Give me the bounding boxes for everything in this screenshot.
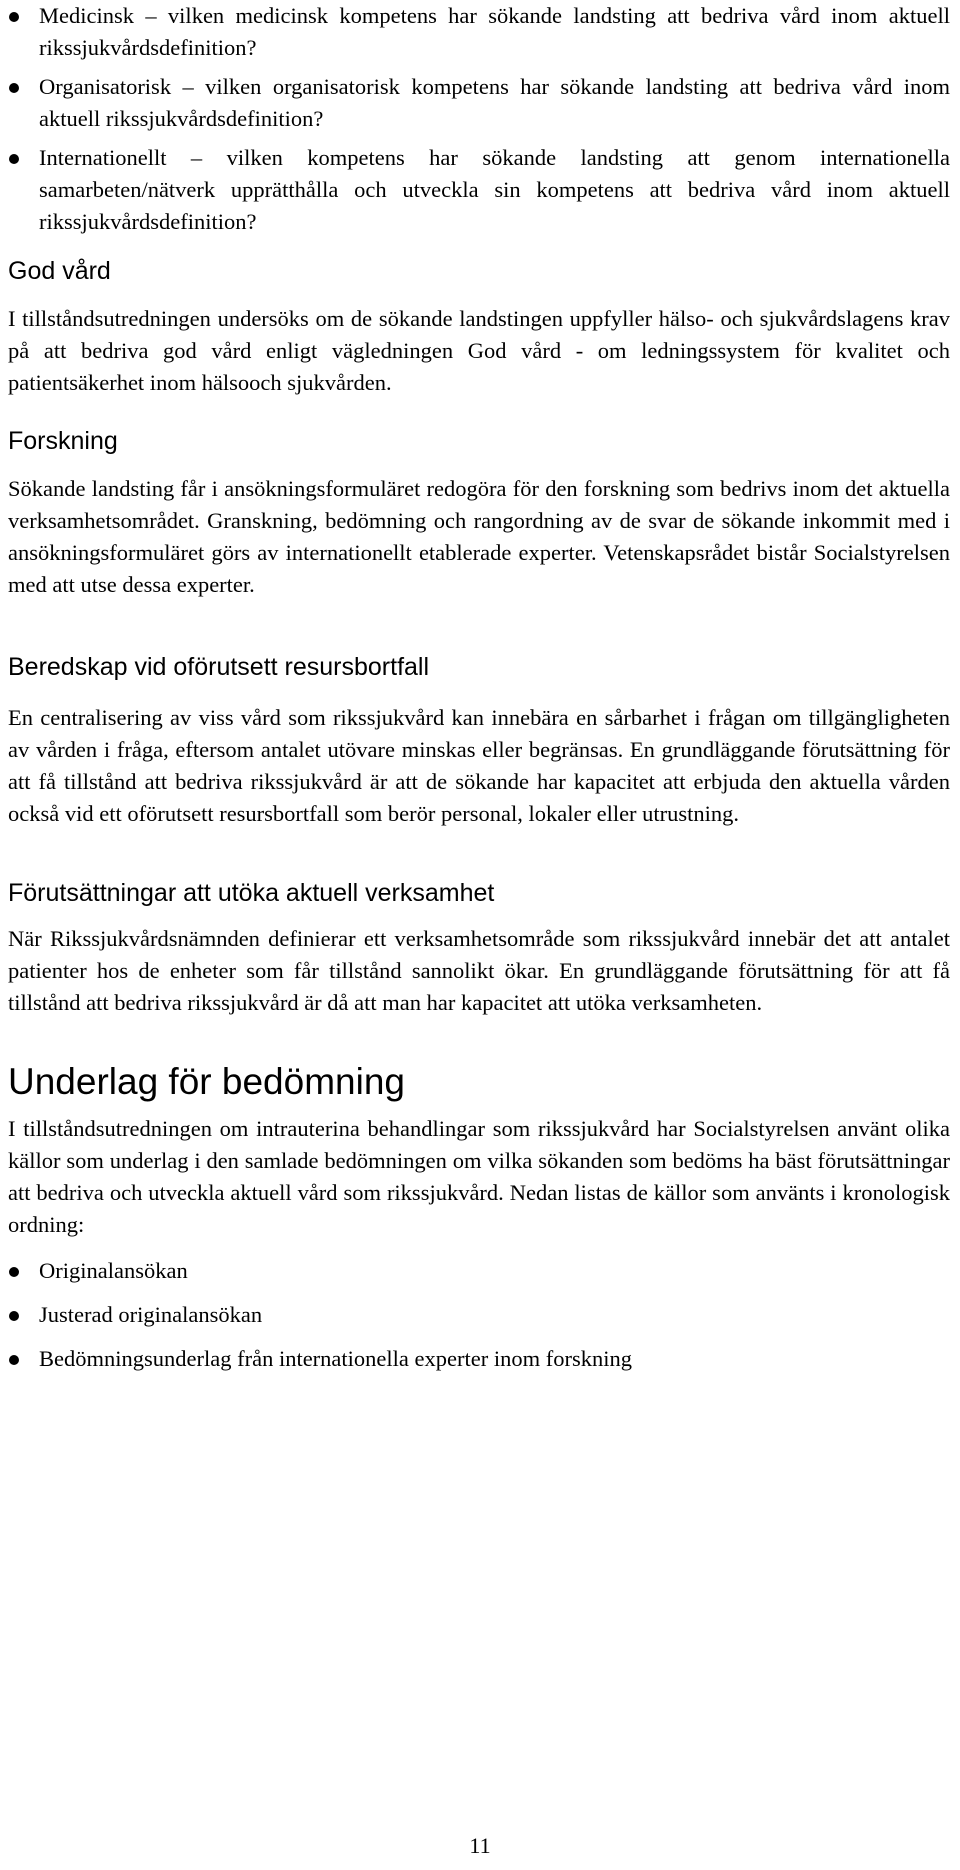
bullet-icon [9, 1311, 19, 1321]
section-paragraph-forskning: Sökande landsting får i ansökningsformuläret redogöra för den forskning som bedrivs inom det aktuella verksamhetsområdet. Granskning, bedömning och rangordning av de svar de sökande inkommit med i ansökningsformuläret görs av internationellt etablerade experter. Vetenskapsrådet bistår Socialstyrelsen med att utse dessa experter. [8, 476, 950, 597]
bullet-icon [9, 12, 19, 22]
sources-list [8, 1255, 950, 1375]
bullet-icon [9, 83, 19, 93]
section-heading-underlag: Underlag för bedömning [8, 1061, 405, 1102]
section-heading-god-vard: God vård [8, 257, 111, 285]
list-item-text: Medicinsk – vilken medicinsk kompetens har sökande landsting att bedriva vård inom aktuell rikssjukvårdsdefinition? [39, 3, 950, 60]
bullet-icon [9, 1355, 19, 1365]
list-item-text: Internationellt – vilken kompetens har sökande landsting att genom internationella samarbeten/nätverk upprätthålla och utveckla sin kompetens att bedriva vård inom aktuell rikssjukvårdsdefinition? [39, 145, 950, 234]
competence-criteria-list [8, 0, 950, 238]
list-item [8, 1255, 950, 1287]
section-heading-forskning: Forskning [8, 427, 118, 455]
section-paragraph-beredskap: En centralisering av viss vård som rikssjukvård kan innebära en sårbarhet i frågan om tillgängligheten av vården i fråga, eftersom antalet utövare minskas eller begränsas. En grundläggande förutsättning för att få tillstånd att bedriva rikssjukvård är att de sökande har kapacitet att erbjuda den aktuella vården också vid ett oförutsett resursbortfall som berör personal, lokaler eller utrustning. [8, 705, 950, 826]
list-item [8, 0, 950, 64]
document-page [8, 0, 950, 1870]
list-item [8, 1343, 950, 1375]
list-item [8, 71, 950, 135]
bullet-icon [9, 154, 19, 164]
section-paragraph-god-vard: I tillståndsutredningen undersöks om de sökande landstingen uppfyller hälso- och sjukvårdslagens krav på att bedriva god vård enligt vägledningen God vård - om ledningssystem för kvalitet och patientsäkerhet inom hälsooch sjukvården. [8, 306, 950, 395]
bullet-icon [9, 1267, 19, 1277]
section-heading-beredskap: Beredskap vid oförutsett resursbortfall [8, 653, 430, 681]
list-item-text: Justerad originalansökan [39, 1302, 263, 1327]
list-item [8, 1299, 950, 1331]
list-item-text: Bedömningsunderlag från internationella experter inom forskning [39, 1346, 632, 1371]
list-item [8, 142, 950, 238]
section-heading-forutsattningar: Förutsättningar att utöka aktuell verksamhet [8, 879, 495, 907]
section-paragraph-underlag: I tillståndsutredningen om intrauterina behandlingar som rikssjukvård har Socialstyrelsen använt olika källor som underlag i den samlade bedömningen om vilka sökanden som bedöms ha bäst förutsättningar att bedriva och utveckla aktuell vård som rikssjukvård. Nedan listas de källor som använts i kronologisk ordning: [8, 1116, 950, 1237]
page-number: 11 [469, 1833, 491, 1858]
section-paragraph-forutsattningar: När Rikssjukvårdsnämnden definierar ett verksamhetsområde som rikssjukvård innebär det att antalet patienter hos de enheter som får tillstånd sannolikt ökar. En grundläggande förutsättning för att få tillstånd att bedriva rikssjukvård är då att man har kapacitet att utöka verksamheten. [8, 926, 950, 1015]
list-item-text: Originalansökan [39, 1258, 188, 1283]
list-item-text: Organisatorisk – vilken organisatorisk kompetens har sökande landsting att bedriva vård inom aktuell rikssjukvårdsdefinition? [39, 74, 950, 131]
